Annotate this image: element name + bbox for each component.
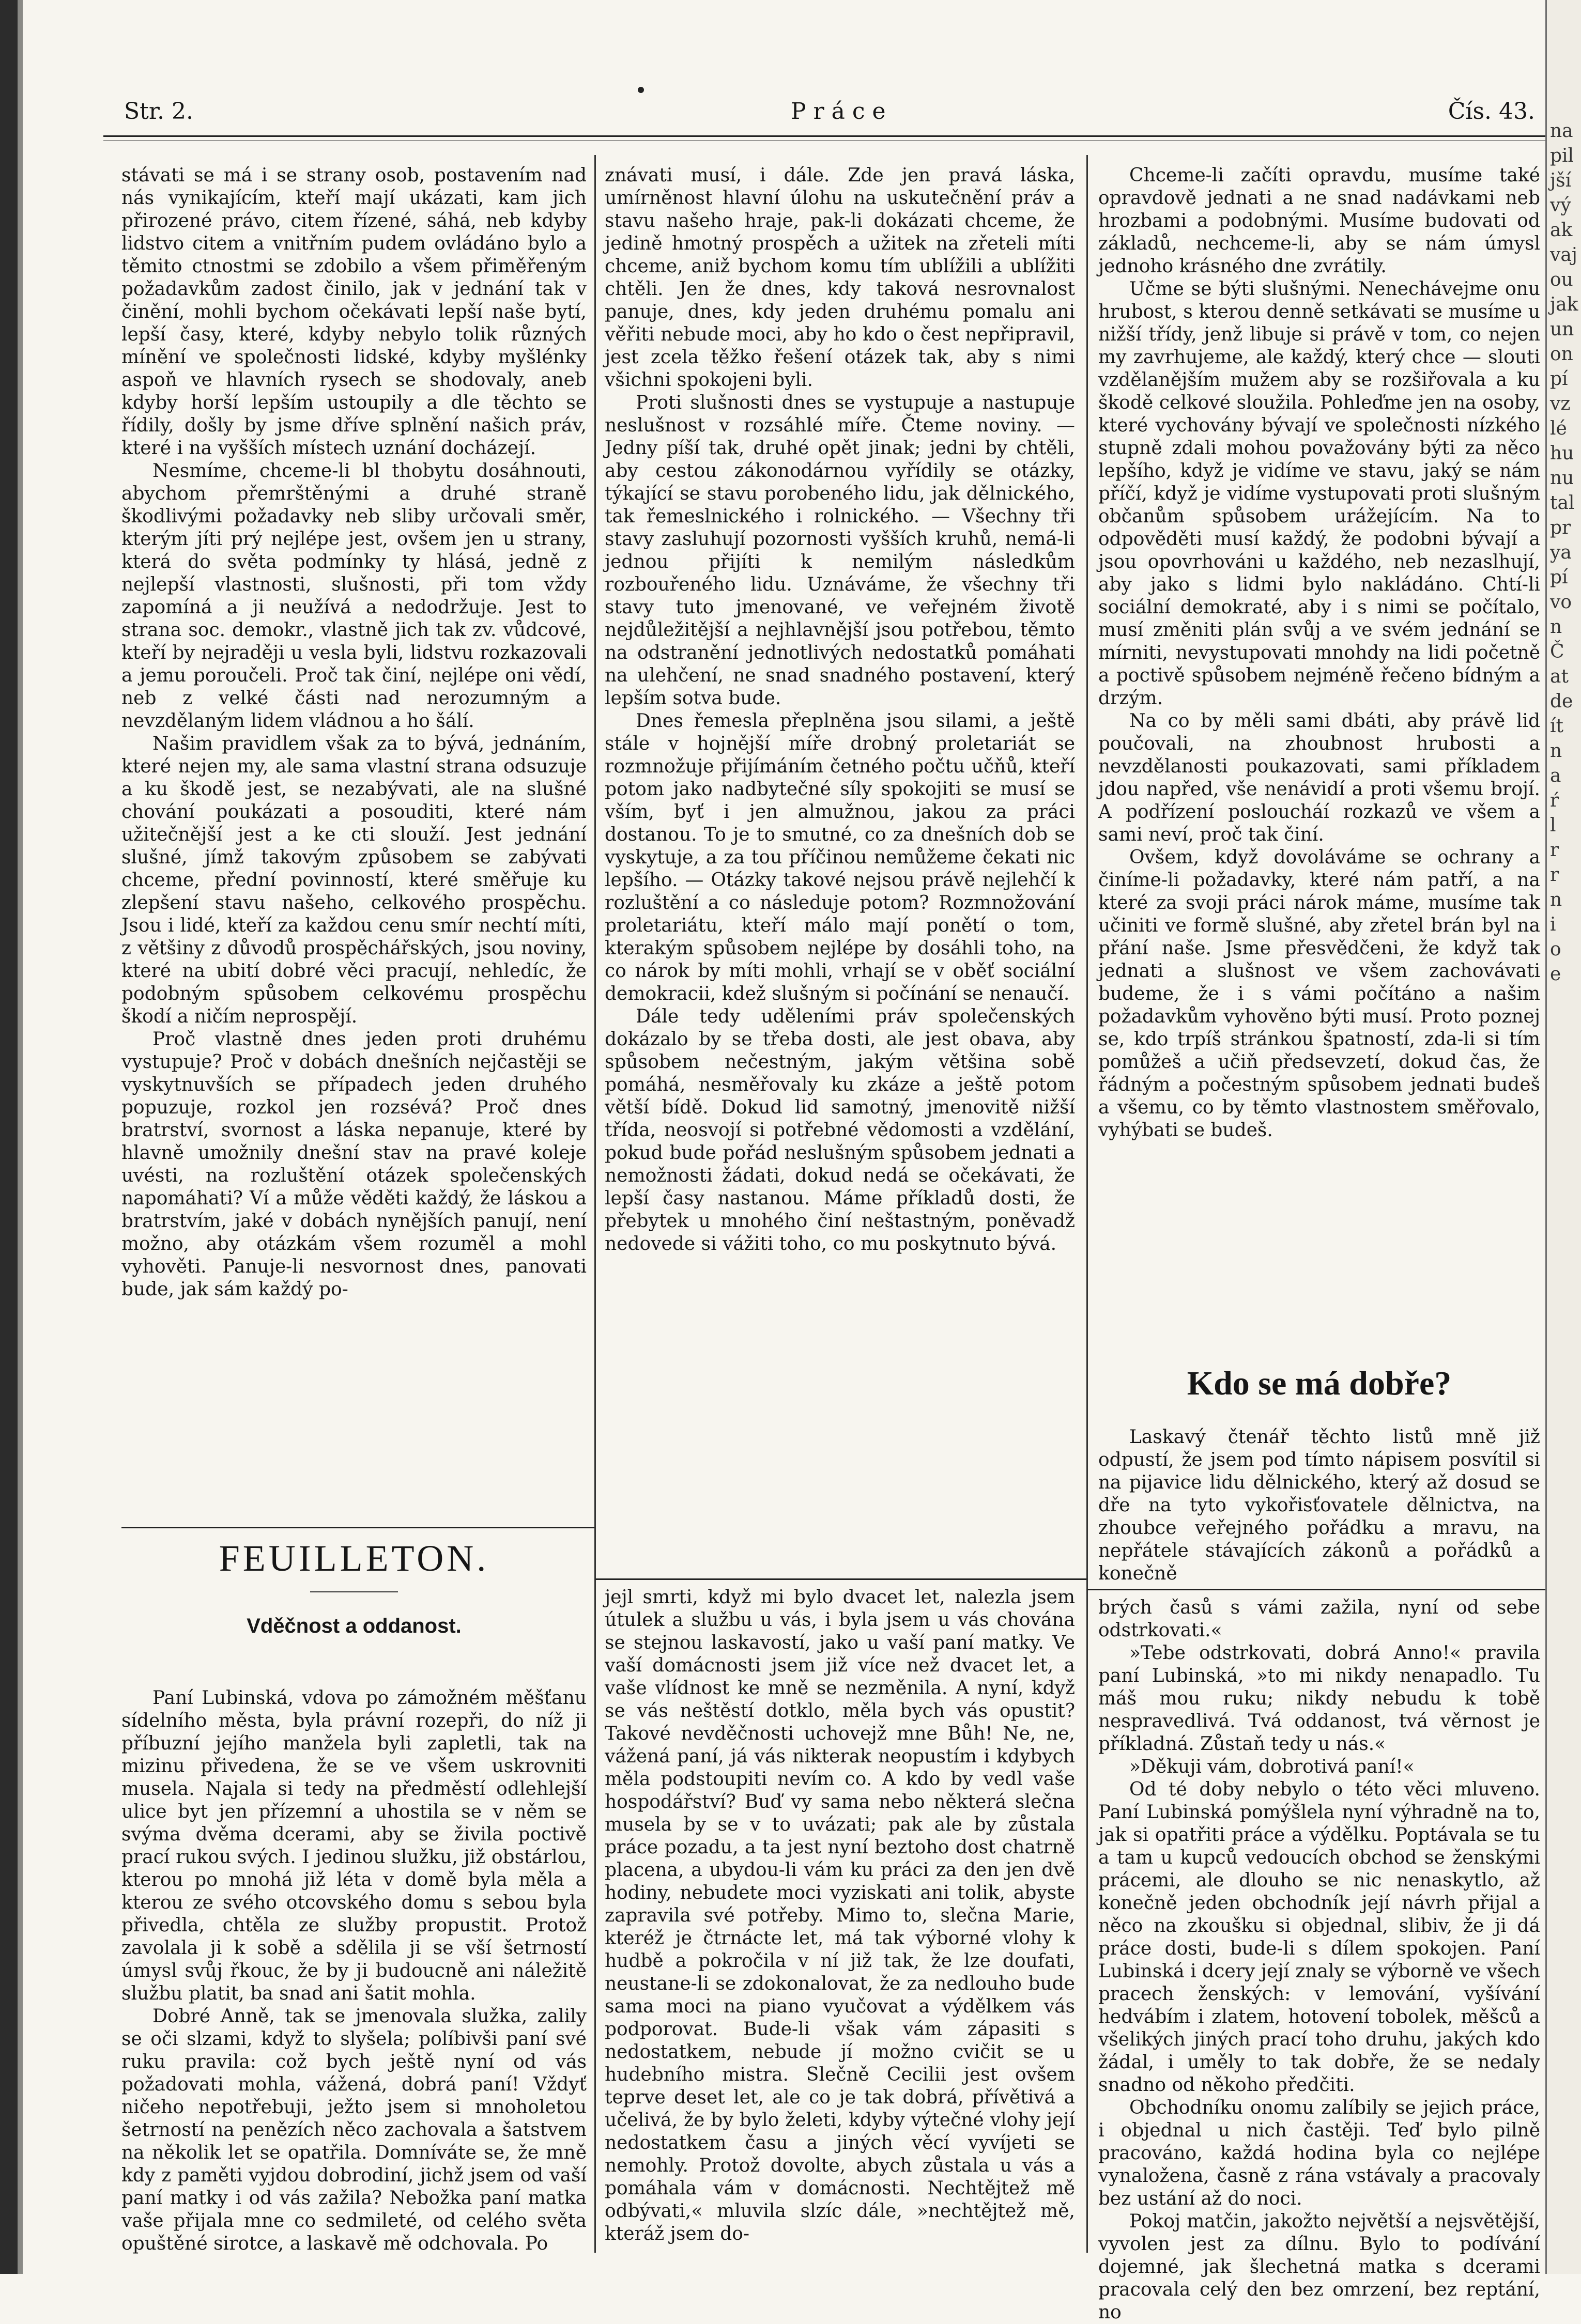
- paragraph: Nesmíme, chceme-li bl thobytu dosáhnouti, abychom přemrštěnými a druhé straně škodlivými požadavky neb sliby určovali směr, kterým jíti prý nejlépe jest, ovšem jen u strany, která do světa podmínky ty hlásá, jedně z nejlepší vlastnosti, slušnosti, při tom vždy zapomíná a ji neužívá a nedodržuje. Jest to strana soc. demokr., vlastně jich tak zv. vůdcové, kteří by nejraději u vesla byli, lidstvu rozkazovali a jemu poroučeli. Proč tak činí, nejlépe oni vědí, neb z velké části nad nerozumným a nevzdělaným lidem vládnou a ho šálí.: [121, 460, 587, 732]
- article-column-3: [1098, 164, 1540, 1142]
- bleed-fragment: vý: [1550, 195, 1571, 216]
- scan-edge-shadow: [0, 0, 18, 2274]
- bleed-fragment: un: [1550, 319, 1574, 340]
- scan-edge-gutter: [18, 0, 23, 2274]
- bleed-fragment: on: [1550, 344, 1573, 365]
- bleed-fragment: a: [1550, 765, 1561, 786]
- paragraph: jejl smrti, když mi bylo dvacet let, nalezla jsem útulek a službu u vás, i byla jsem u vás chována se stejnou laskavostí, jako u vaší paní matky. Ve vaší domácnosti jsem již více než dvacet let, a vaše vlídnost ke mně se nezměnila. A nyní, když se vás neštěstí dotklo, měla bych vás opustit? Takové nevděčnosti uchovejž mne Bůh! Ne, ne, vážená paní, já vás nikterak neopustím i kdybych měla podstoupiti nevím co. A kdo by vedl vaše hospodářství? Buď vy sama nebo některá slečna musela by se v to uvázati; pak ale by zůstala práce pozadu, a ta jest nyní beztoho dost chatrně placena, a ubydou-li vám ku práci za den jen dvě hodiny, nebudete moci vyziskati ani tolik, abyste zapravila své potřeby. Mimo to, slečna Marie, kteréž je čtrnácte let, má tak výborné vlohy k hudbě a pokročila v ní již tak, že lze doufati, neustane-li se zdokonalovat, že za nedlouho bude sama moci na piano vyučovat a výdělkem vás podporovat. Bude-li však vám zápasiti s nedostatkem, nebude jí možno cvičit se u hudebního mistra. Slečně Cecilii jest ovšem teprve deset let, ale co je tak dobrá, přívětivá a učelivá, že by bylo želeti, kdyby výtečné vlohy její nedostatkem času a jiných věcí vyvíjeti se nemohly. Protož dovolte, abych zůstala u vás a pomáhala vám v domácnosti. Nechtějtež mě odbývati,« mluvila slzíc dále, »nechtějtež mě, kteráž jsem do-: [605, 1587, 1075, 2244]
- page-number: Str. 2.: [124, 98, 193, 125]
- bleed-fragment: jak: [1550, 294, 1578, 315]
- bleed-fragment: r: [1550, 864, 1559, 886]
- paragraph: Dnes řemesla přeplněna jsou silami, a ještě stále v hojnější míře drobný proletariát se rozmnožuje přijímáním četného počtu učňů, kteří potom jako nadbytečné síly spokojiti se musí se vším, byť i jen almužnou, jakou za práci dostanou. To je to smutné, co za dnešních dob se vyskytuje, a za tou příčinou nemůžeme čekati nic lepšího. — Otázky takové nejsou právě nejlehčí k rozluštění a co následuje potom? Rozmnožování proletariátu, kteří málo mají ponětí o tom, kterakým spůsobem nejlépe by dosáhli toho, na co nárok by míti mohli, vrhají se v oběť sociální demokracii, kdež slušným si počínání se nenaučí.: [605, 710, 1075, 1004]
- paragraph: znávati musí, i dále. Zde jen pravá láska, umírněnost hlavní úlohu na uskutečnění práv a stavu našeho hraje, pak-li dokázati chceme, že jedině hmotný prospěch a užitek na zřeteli míti chceme, aniž bychom komu tím ublížili a ublížiti chtěli. Jen že dnes, kdy taková nesrovnalost panuje, dnes, kdy jeden druhému pomalu ani věřiti nebude moci, aby ho kdo o čest nepřipravil, jest zcela těžko řešení otázek tak, aby s nimi všichni spokojeni byli.: [605, 165, 1075, 391]
- paragraph: Od té doby nebylo o této věci mluveno. Paní Lubinská pomýšlela nyní výhradně na to, jak si opatřiti práce a výdělku. Poptávala se tu a tam u kupců vedoucích obchod se ženskými prácemi, ale dlouho se nic nenaskytlo, až konečně jeden obchodník její návrh přijal a něco na zkoušku si objednal, slibiv, že ji dá práce dosti, bude-li s dílem spokojen. Paní Lubinská i dcery její znaly se výborně ve všech pracech ženských: v lemování, vyšívání hedvábím i zlatem, hotovení tobolek, měšců a všelikých jiných prací toho druhu, jakých kdo žádal, i uměly to tak dobře, že se nedaly snadno od někoho předčiti.: [1098, 1779, 1540, 2096]
- bleed-fragment: pí: [1550, 368, 1568, 390]
- paragraph: brých časů s vámi zažila, nyní od sebe odstrkovati.«: [1098, 1597, 1540, 1641]
- bleed-fragment: l: [1550, 815, 1556, 836]
- bleed-fragment: ya: [1550, 542, 1572, 563]
- story-column-1: [121, 1687, 587, 2255]
- bleed-fragment: n: [1550, 740, 1562, 762]
- section-rule-col3: [1087, 1589, 1545, 1590]
- bleed-fragment: n: [1550, 889, 1562, 910]
- article-headline: Kdo se má dobře?: [1187, 1365, 1452, 1402]
- paragraph: Ovšem, když dovoláváme se ochrany a činíme-li požadavky, které nám patří, a na které za svoji práci nárok máme, musíme tak učiniti ve formě slušné, aby zřetel brán byl na přání naše. Jsme přesvědčeni, že když tak jednati a slušnost ve všem zachovávati budeme, že i s vámi počítáno a našim požadavkům vyhověno býti musí. Proto poznej se, kdo trpíš stránkou špatností, zda-li si tím pomůžeš a učiň předsevzetí, dokud čas, že řádným a počestným spůsobem jednati budeš a všemu, co by těmto vlastnostem směřovalo, vyhýbati se budeš.: [1098, 847, 1540, 1141]
- bleed-fragment: vo: [1550, 592, 1572, 613]
- bleed-fragment: r: [1550, 840, 1559, 861]
- story-column-2: [605, 1586, 1075, 2245]
- bleed-fragment: i: [1550, 914, 1556, 935]
- bleed-fragment: at: [1550, 666, 1569, 687]
- paragraph: Dobré Anně, tak se jmenovala služka, zalily se oči slzami, když to slyšela; políbivši paní své ruku pravila: což bych ještě nyní od vás požadovati mohla, vážená, dobrá paní! Vždyť ničeho nepotřebuji, ježto jsem si mnoholetou šetrností na penězích něco zachovala a šatstvem na několik let se opatřila. Domníváte se, že mně kdy z paměti vyjdou dobrodiní, jichž jsem od vaší paní matky i od vás zažila? Nebožka paní matka vaše přijala mne co sedmileté, od celého světa opuštěné sirotce, a laskavě mě odchovala. Po: [121, 2006, 587, 2254]
- paragraph: Učme se býti slušnými. Nenechávejme onu hrubost, s kterou denně setkávati se musíme u nižší třídy, jenž libuje si právě v tom, co nejen my zavrhujeme, ale každý, který chce — slouti vzdělanějším mužem aby se rozšiřovala a ku škodě celkové sloužila. Pohleďme jen na osoby, které vychovány bývají ve společnosti nízkého stupně zdali mohou považovány býti za něco lepšího, když je vidíme ve stavu, jaký se nám příčí, když je vidíme vystupovati proti slušným občanům spůsobem urážejícím. Na to odpověděti musí každý, že podobni bývají a jsou opovrhováni u každého, neb nezaslhují, aby jako s lidmi bylo nakládáno. Chtí-li sociální demokraté, aby i s nimi se počítalo, musí změniti plán svůj a ve svém jednání se mírniti, nevystupovati mnohdy na lidi početně a poctivě spůsobem nejméně řečeno bídným a drzým.: [1098, 278, 1540, 709]
- bleed-fragment: de: [1550, 691, 1573, 712]
- bleed-fragment: ŕ: [1550, 790, 1559, 811]
- paragraph: »Tebe odstrkovati, dobrá Anno!« pravila paní Lubinská, »to mi nikdy nenapadlo. Tu máš mou ruku; nikdy nebudu k tobě nespravedlivá. Tvá oddanost, tvá věrnost je příkladná. Zůstaň tedy u nás.«: [1098, 1643, 1540, 1755]
- paragraph: Proč vlastně dnes jeden proti druhému vystupuje? Proč v dobách dnešních nejčastěji se vyskytnuvších se případech jeden druhého popuzuje, rozkol jen rozsévá? Proč dnes bratrství, svornost a láska nepanuje, které by hlavně umožnily dnešní stav na pravé koleje uvésti, na rozluštění otázek společenských napomáhati? Ví a může věděti každý, že láskou a bratrstvím, jaké v dobách nynějších panují, není možno, aby otázkám všem rozuměl a mohl vyhověti. Panuje-li nesvornost dnes, panovati bude, jak sám každý po-: [121, 1029, 587, 1300]
- bleed-fragment: tal: [1550, 492, 1575, 514]
- paragraph: stávati se má i se strany osob, postavením nad nás vynikajícím, kteří mají ukázati, kam jich přirozené právo, citem řízené, sáhá, neb kdyby lidstvo citem a vnitřním pudem ovládáno bylo a těmito ctnostmi se zdobilo a všem přiměřeným požadavkům zadost činilo, jak v jednání tak v činění, mohli bychom očekávati lepší naše bytí, lepší časy, které, kdyby nebylo tolik různých mínění ve společnosti lidské, kdyby myšlénky aspoň ve hlavních rysech se shodovaly, aneb kdyby horší lepším ustoupily a dle těchto se řídily, došly by jsme dříve splnění našich práv, které i na vyšších místech uznání docházejí.: [121, 165, 587, 459]
- bleed-fragment: pí: [1550, 567, 1568, 588]
- header-rule: [103, 135, 1545, 137]
- feuilleton-heading: FEUILLETON.: [219, 1538, 489, 1579]
- column-divider-1: [594, 155, 596, 2253]
- bleed-fragment: Č: [1550, 641, 1564, 662]
- bleed-fragment: jší: [1550, 170, 1572, 191]
- issue-number: Čís. 43.: [1448, 98, 1535, 125]
- newspaper-title: Práce: [791, 98, 893, 125]
- paragraph: Pokoj matčin, jakožto největší a nejsvětější, vyvolen jest za dílnu. Bylo to podívání dojemné, jak šlechetná matka s dcerami pracovala celý den bez omrzení, bez reptání, no: [1098, 2211, 1540, 2323]
- bleed-fragment: vz: [1550, 393, 1571, 414]
- bleed-fragment: lé: [1550, 418, 1567, 439]
- bleed-fragment: ít: [1550, 716, 1563, 737]
- paragraph: Laskavý čtenář těchto listů mně již odpustí, že jsem pod tímto nápisem posvítil si na pijavice lidu dělnického, který až dosud se dře na tyto vykořisťovatele dělnictva, na zhoubce veřejného pořádku a mravu, na nepřátele stávajících zákonů a pořádků a konečně: [1098, 1427, 1540, 1584]
- story-title: Vděčnost a oddanost.: [247, 1615, 462, 1637]
- bleed-fragment: e: [1550, 964, 1561, 985]
- article-kdo-body: [1098, 1426, 1540, 1585]
- bleed-fragment: o: [1550, 939, 1561, 960]
- page-header: [124, 92, 1535, 133]
- bleed-fragment: na: [1550, 120, 1573, 142]
- paragraph: Proti slušnosti dnes se vystupuje a nastupuje neslušnost v rozsáhlé míře. Čteme noviny. — Jedny píší tak, druhé opět jinak; jedni by chtěli, aby cestou zákonodárnou vyřídily se otázky, týkající se stavu porobeného lidu, jak dělnického, tak řemeslnického i rolnického. — Všechny tři stavy zasluhují pozornosti vyšších kruhů, nemá-li jednou přijíti k nemilým následkům rozbouřeného lidu. Uznáváme, že všechny tři stavy tuto jmenované, ve veřejném životě nejdůležitější a nejhlavnější jsou potřebou, těmto na odstranění jednotlivých nedostatků pomáhati na ulehčení, ne snad snadného postavení, který lepším sotva bude.: [605, 392, 1075, 709]
- bleed-fragment: pil: [1550, 145, 1574, 166]
- bleed-fragment: vaj: [1550, 244, 1577, 266]
- bleed-fragment: ak: [1550, 220, 1573, 241]
- adjacent-page-bleed: [1545, 0, 1581, 2274]
- paragraph: Obchodníku onomu zalíbily se jejich práce, i objednal u nich častěji. Teď bylo pilně pracováno, každá hodina byla co nejlépe vynaložena, časně z rána vstávaly a pracovaly bez ustání až do noci.: [1098, 2097, 1540, 2209]
- bleed-text: [1547, 0, 1581, 987]
- bleed-fragment: ou: [1550, 269, 1573, 290]
- bleed-fragment: pr: [1550, 517, 1571, 538]
- section-rule-col2: [595, 1578, 1086, 1580]
- article-column-2: [605, 164, 1075, 1256]
- bleed-fragment: nu: [1550, 468, 1574, 489]
- paragraph: Chceme-li začíti opravdu, musíme také opravdově jednati a ne snad nadávkami neb hrozbami a podobnými. Musíme budovati od základů, nechceme-li, aby se nám úmysl jednoho krásného dne zvrátily.: [1098, 165, 1540, 277]
- paragraph: Paní Lubinská, vdova po zámožném měšťanu sídelního města, byla právní rozepři, do níž ji příbuzní jejího manžela byli zapletli, tak na mizinu přivedena, že se ve všem uskrovniti musela. Najala si tedy na předměstí odlehlejší ulice byt jen přízemní a uhostila se v něm se svýma dvěma dcerami, aby se živila poctivě prací rukou svých. I jedinou služku, již obstárlou, kterou po mnohá již léta v domě byla měla a kterou ze svého otcovského domu s sebou byla přivedla, chtěla ze služby propustit. Protož zavolala ji k sobě a sdělila ji se vší šetrností úmysl svůj řkouc, že by ji budoucně ani náležitě službu platit, ba snad ani šatit mohla.: [121, 1687, 587, 2004]
- bleed-fragment: hu: [1550, 443, 1574, 464]
- paragraph: Dále tedy uděleními práv společenských dokázalo by se třeba dosti, ale jest obava, aby spůsobem nečestným, jakým většina sobě pomáhá, nesměřovaly ku zkáze a ještě potom větší bídě. Dokud lid samotný, jmenovitě nižší třída, neosvojí si potřebné vědomosti a vzdělání, pokud bude pořád neslušným spůsobem jednati a nemožnosti žádati, dokud nedá se očekávati, že lepší časy nastanou. Máme příkladů dosti, že přebytek u mnohého činí neštastným, poněvadž nedovede si vážiti toho, co mu poskytnuto bývá.: [605, 1006, 1075, 1254]
- article-column-1: [121, 164, 587, 1301]
- ornament-divider: [310, 1591, 398, 1592]
- section-rule-col1: [121, 1527, 594, 1528]
- story-column-3: [1098, 1597, 1540, 2324]
- paragraph: Na co by měli sami dbáti, aby právě lid poučovali, na zhoubnost hrubosti a nevzdělanosti poukazovati, sami příkladem jdou napřed, vše nenávidí a proti všemu brojí. A podřízení posloucháí rozkazů ve všem a sami neví, proč tak činí.: [1098, 710, 1540, 845]
- paragraph: Našim pravidlem však za to bývá, jednáním, které nejen my, ale sama vlastní strana odsuzuje a ku škodě jest, se nezabývati, ale na slušné chování poukázati a posouditi, které nám užitečnější jest a ke cti slouží. Jest jednání slušné, jímž takovým způsobem se zabývati chceme, přední povinností, které směřuje ku zlepšení stavu našeho, celkového prospěchu. Jsou i lidé, kteří za každou cenu smír nechtí míti, z většiny z důvodů prospěchářských, jsou noviny, které na ubití dobré věci pracují, nehledíc, že podobným spůsobem celkovému prospěchu škodí a ničím neprospějí.: [121, 733, 587, 1027]
- column-divider-2: [1086, 155, 1088, 2253]
- paragraph: »Děkuji vám, dobrotivá paní!«: [1129, 1756, 1415, 1777]
- bleed-fragment: n: [1550, 616, 1562, 638]
